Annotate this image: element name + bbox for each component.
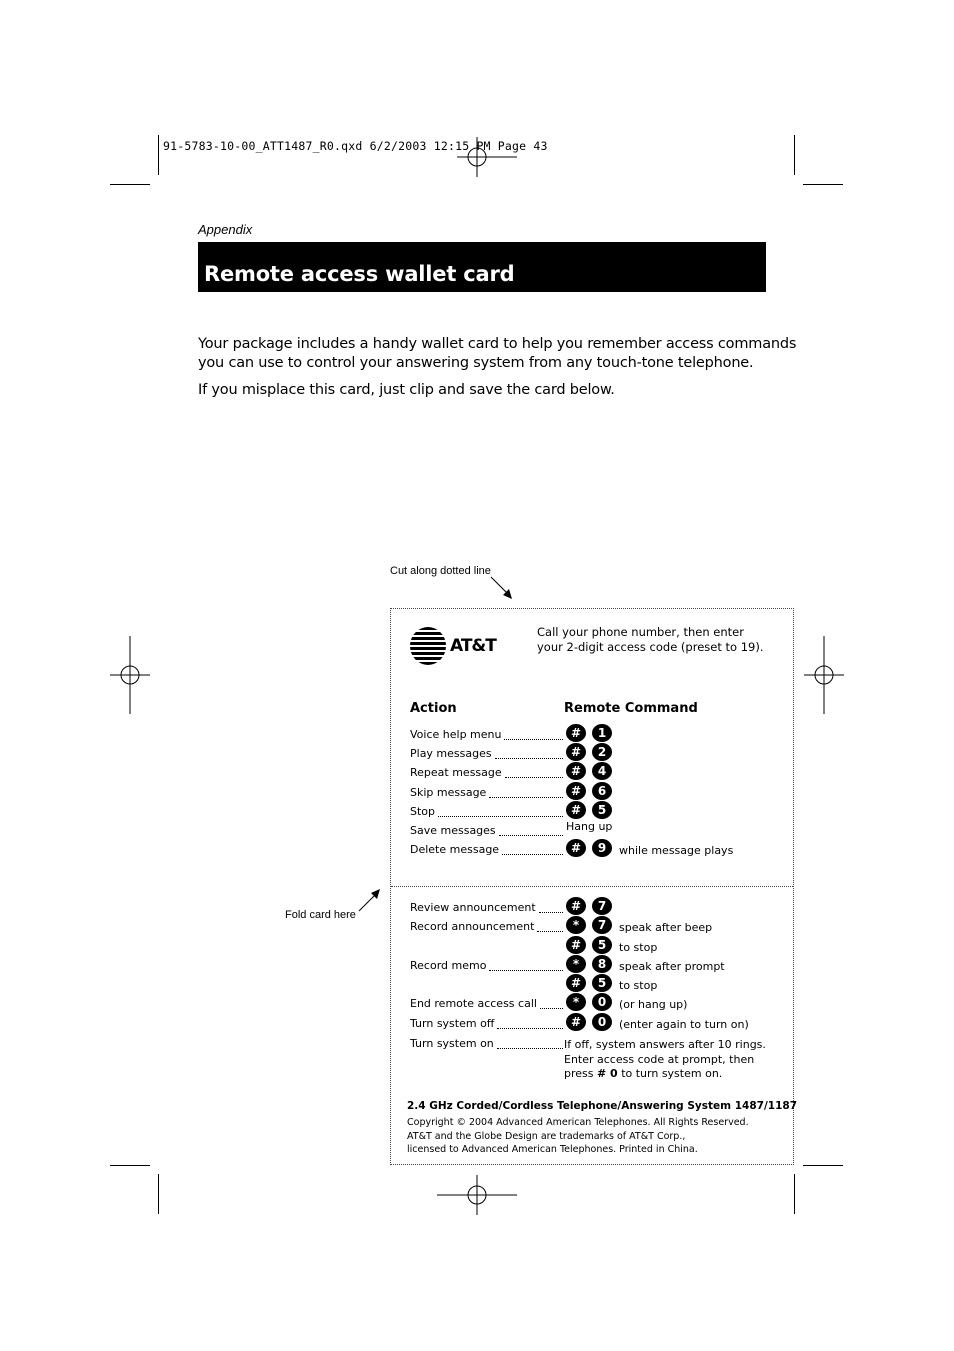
command-note: to stop (619, 941, 658, 954)
digit-key-icon: 5 (592, 801, 612, 819)
action-text: Skip message (410, 786, 487, 799)
digit-key-icon: 7 (592, 897, 612, 915)
pound-key-icon: # (566, 839, 586, 857)
command-note: Hang up (566, 820, 613, 833)
digit-key-icon: 8 (592, 955, 612, 973)
pound-key-icon: # (566, 974, 586, 992)
action-text: Record memo (410, 959, 487, 972)
copyright-line-2: AT&T and the Globe Design are trademarks of AT&T Corp., (407, 1131, 686, 1142)
star-key-icon: * (566, 993, 586, 1011)
action-heading: Action (410, 701, 457, 716)
registration-mark-right (804, 636, 844, 714)
dot-leader (504, 739, 563, 740)
turn-on-note-3-post: to turn system on. (617, 1067, 723, 1080)
registration-mark-top (457, 137, 517, 177)
digit-key-icon: 0 (592, 1013, 612, 1031)
digit-key-icon: 2 (592, 743, 612, 761)
fold-arrow-icon (357, 887, 383, 913)
dot-leader (502, 854, 563, 855)
turn-on-note-3 (564, 1067, 722, 1080)
dot-leader (497, 1048, 563, 1049)
att-logo-text: AT&T (450, 636, 496, 656)
pound-key-icon: # (566, 724, 586, 742)
dot-leader (495, 758, 563, 759)
star-key-icon: * (566, 955, 586, 973)
action-text: End remote access call (410, 997, 537, 1010)
action-label (410, 824, 496, 837)
pound-key-icon: # (566, 782, 586, 800)
dot-leader (539, 912, 563, 913)
turn-on-note-3-keys: # 0 (597, 1067, 618, 1080)
command-note: while message plays (619, 844, 734, 857)
registration-mark-bottom (437, 1175, 517, 1215)
action-text: Record announcement (410, 920, 535, 933)
dot-leader (438, 816, 563, 817)
dot-leader (489, 797, 563, 798)
intro-line-2: you can use to control your answering system from any touch-tone telephone. (198, 355, 754, 371)
action-label (410, 959, 486, 972)
action-text: Stop (410, 805, 436, 818)
dot-leader (540, 1008, 563, 1009)
cut-arrow-icon (489, 575, 515, 601)
digit-key-icon: 1 (592, 724, 612, 742)
action-text: Turn system off (410, 1017, 495, 1030)
star-key-icon: * (566, 916, 586, 934)
command-note: speak after prompt (619, 960, 725, 973)
digit-key-icon: 6 (592, 782, 612, 800)
action-text: Play messages (410, 747, 492, 760)
digit-key-icon: 7 (592, 916, 612, 934)
pound-key-icon: # (566, 936, 586, 954)
command-note: (enter again to turn on) (619, 1018, 749, 1031)
turn-on-note-3-pre: press (564, 1067, 597, 1080)
command-note: speak after beep (619, 921, 713, 934)
action-label (410, 728, 501, 741)
copyright-line-3: licensed to Advanced American Telephones. Printed in China. (407, 1144, 698, 1155)
digit-key-icon: 4 (592, 762, 612, 780)
cut-label: Cut along dotted line (390, 565, 491, 577)
intro-line-3: If you misplace this card, just clip and save the card below. (198, 382, 615, 398)
command-heading: Remote Command (564, 701, 698, 716)
pound-key-icon: # (566, 762, 586, 780)
dot-leader (537, 931, 563, 932)
turn-on-note-2: Enter access code at prompt, then (564, 1053, 755, 1066)
action-label (410, 805, 435, 818)
action-text: Save messages (410, 824, 496, 837)
registration-mark-left (110, 636, 150, 714)
page-title: Remote access wallet card (204, 262, 515, 286)
action-text: Turn system on (410, 1037, 494, 1050)
pound-key-icon: # (566, 801, 586, 819)
action-text: Repeat message (410, 766, 502, 779)
digit-key-icon: 5 (592, 936, 612, 954)
action-label (410, 843, 499, 856)
command-note: If off, system answers after 10 rings. (564, 1038, 766, 1051)
command-note: (or hang up) (619, 998, 688, 1011)
pound-key-icon: # (566, 1013, 586, 1031)
action-label (410, 901, 536, 914)
command-note: to stop (619, 979, 658, 992)
dot-leader (499, 835, 563, 836)
intro-line-1: Your package includes a handy wallet card to help you remember access commands (198, 336, 797, 352)
fold-label: Fold card here (285, 909, 356, 921)
section-label: Appendix (198, 222, 253, 237)
print-header: 91-5783-10-00_ATT1487_R0.qxd 6/2/2003 12:15 PM Page 43 (163, 139, 548, 153)
action-label (410, 1017, 494, 1030)
action-text: Delete message (410, 843, 500, 856)
action-label (410, 920, 534, 933)
action-label (410, 1037, 494, 1050)
action-label (410, 766, 502, 779)
call-instruction-2: your 2-digit access code (preset to 19). (537, 640, 764, 654)
model-line: 2.4 GHz Corded/Cordless Telephone/Answering System 1487/1187 (407, 1100, 798, 1112)
digit-key-icon: 5 (592, 974, 612, 992)
action-label (410, 997, 537, 1010)
fold-line (391, 886, 793, 887)
dot-leader (489, 970, 563, 971)
call-instruction-1: Call your phone number, then enter (537, 625, 744, 639)
action-label (410, 747, 492, 760)
pound-key-icon: # (566, 743, 586, 761)
copyright-line-1: Copyright © 2004 Advanced American Telephones. All Rights Reserved. (407, 1117, 749, 1128)
dot-leader (505, 777, 563, 778)
digit-key-icon: 9 (592, 839, 612, 857)
att-globe-logo-icon (410, 627, 446, 665)
action-text: Review announcement (410, 901, 536, 914)
dot-leader (497, 1028, 563, 1029)
pound-key-icon: # (566, 897, 586, 915)
digit-key-icon: 0 (592, 993, 612, 1011)
action-label (410, 786, 486, 799)
action-text: Voice help menu (410, 728, 502, 741)
